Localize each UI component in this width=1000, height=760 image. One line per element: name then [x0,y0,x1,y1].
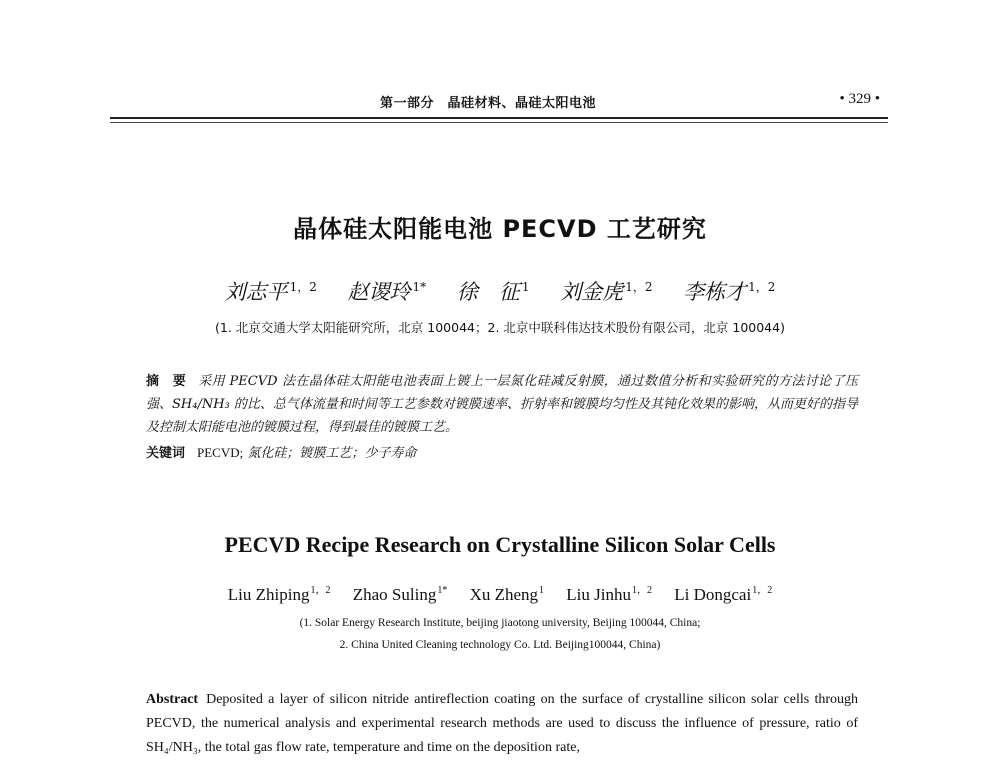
english-affiliation-1: (1. Solar Energy Research Institute, beijing jiaotong university, Beijing 100044, China; [299,617,701,629]
chinese-affiliation: (1. 北京交通大学太阳能研究所，北京 100044；2. 北京中联科伟达技术股份有限公司，北京 100044) [215,320,785,335]
english-author: Zhao Suling$^{1*}$ [352,584,448,604]
chinese-author: 赵谡玲 $^{1*}$ [347,280,427,304]
english-abstract [146,688,858,760]
chinese-keywords-text: 氮化硅；镀膜工艺；少子寿命 [243,446,417,461]
chinese-author: 李栋才 $^{1,2}$ [683,280,776,304]
chinese-abstract-label: 摘 要 [146,374,187,389]
chinese-keywords [146,441,858,465]
chinese-title: 晶体硅太阳能电池 PECVD 工艺研究 [293,215,707,243]
english-author: Li Dongcai$^{1,2}$ [674,584,773,604]
header-rule-thick [110,117,888,119]
english-abstract-text: Deposited a layer of silicon nitride antireflection coating on the surface of crystalline silicon solar cells through PECVD, the numerical analysis and experimental research methods are used to discuss the influence of pressure, ratio of SH₄/NH₃, the total gas flow rate, temperature and time on the deposition rate, [146,692,858,755]
english-title: PECVD Recipe Research on Crystalline Silicon Solar Cells [224,532,776,557]
chinese-authors [0,276,1000,306]
chinese-abstract-text: 采用 PECVD 法在晶体硅太阳能电池表面上镀上一层氮化硅减反射膜，通过数值分析和实验研究的方法讨论了压强、SH₄/NH₃ 的比、总气体流量和时间等工艺参数对镀膜速率、折射率和镀膜均匀性及其钝化效果的影响，从而更好的指导及控制太阳能电池的镀膜过程，得到最佳的镀膜工艺。 [146,374,858,435]
english-author: Xu Zheng$^1$ [469,584,545,604]
header-rule-thin [110,122,888,123]
english-author: Liu Jinhu$^{1,2}$ [566,584,652,604]
english-abstract-label: Abstract [146,692,199,707]
chinese-author: 刘金虎 $^{1,2}$ [560,280,653,304]
running-header [110,90,890,114]
chinese-author: 刘志平 $^{1,2}$ [224,280,317,304]
chinese-abstract [146,370,858,439]
page-number: • 329 • [839,91,880,107]
keyword-pecvd: PECVD; [197,445,244,460]
chinese-keywords-label: 关键词 [146,446,186,461]
chinese-author: 徐 征 $^1$ [456,280,530,304]
section-title: 第一部分 晶硅材料、晶硅太阳电池 [380,96,597,111]
english-authors [0,581,1000,605]
english-affiliation-2: 2. China United Cleaning technology Co. Ltd. Beijing100044, China) [339,639,661,651]
english-author: Liu Zhiping$^{1,2}$ [227,584,331,604]
